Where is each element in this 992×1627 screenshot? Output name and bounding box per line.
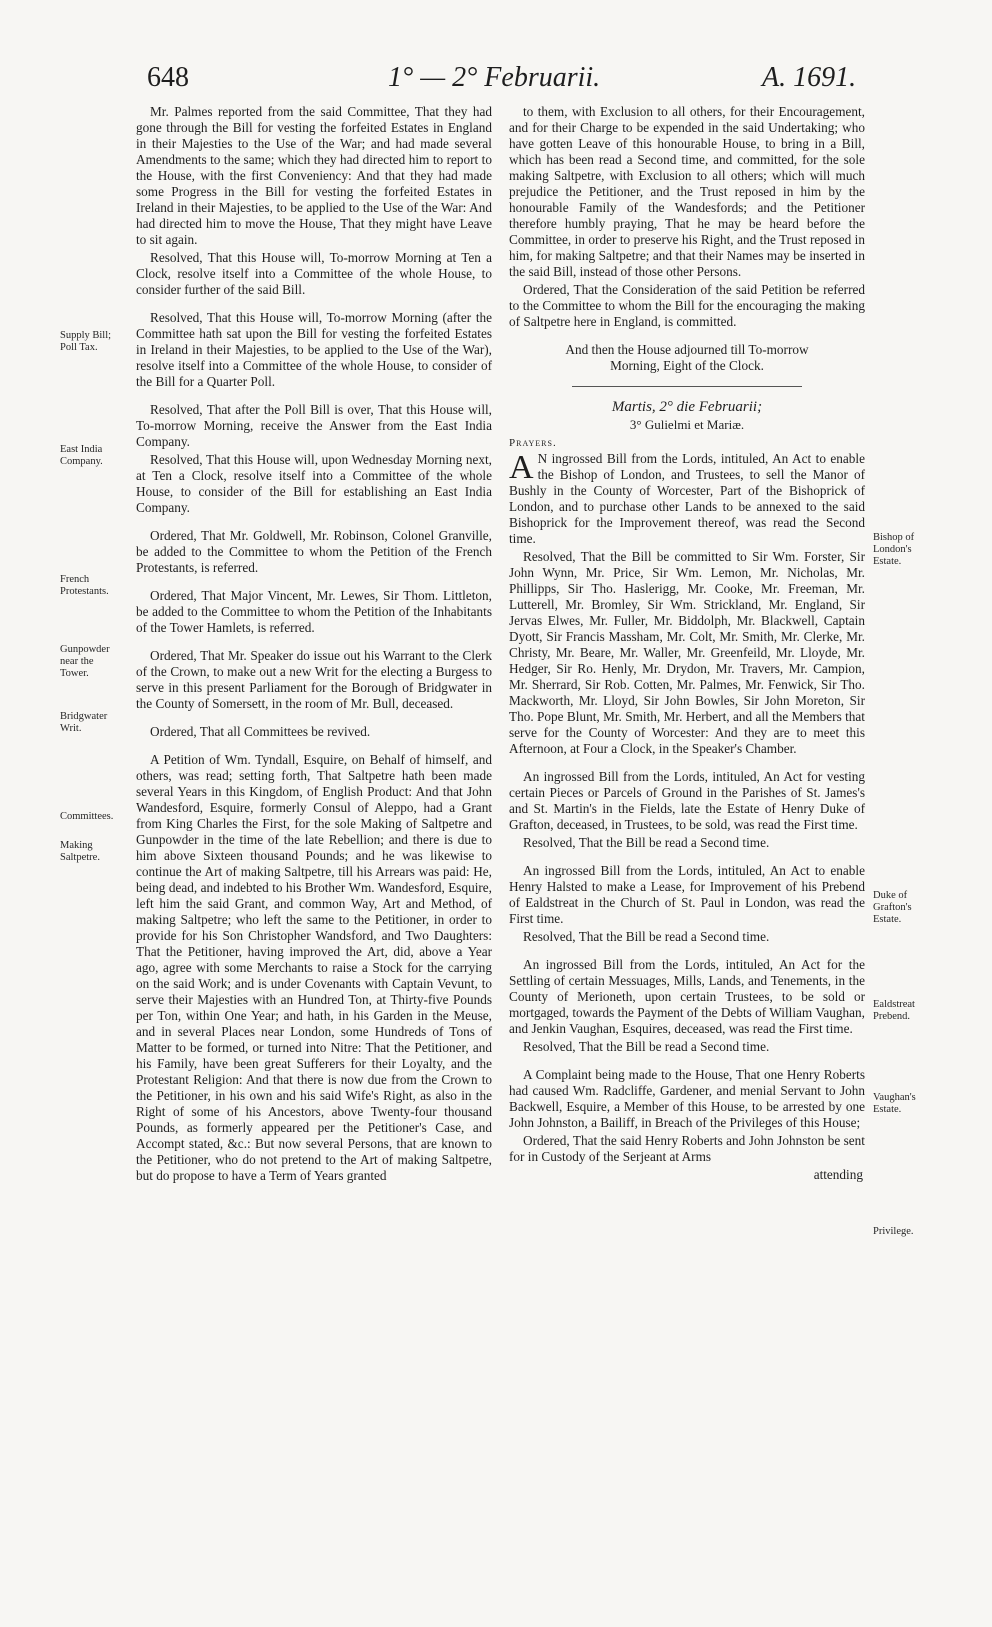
margin-note: Duke of Grafton's Estate. [873, 890, 912, 925]
margin-note: French Protestants. [60, 574, 109, 597]
paragraph: An ingrossed Bill from the Lords, intituled, An Act for vesting certain Pieces or Parcels of Ground in the Parishes of St. James's and St. Martin's in the Fields, late the Estate of Henry Duke of Grafton, deceased, in Trustees, to be sold, was read the First time. [509, 769, 865, 832]
paragraph: Ordered, That Major Vincent, Mr. Lewes, Sir Thom. Littleton, be added to the Committee to whom the Petition of the Inhabitants of the Tower Hamlets, is referred. [136, 588, 492, 635]
margin-note: Vaughan's Estate. [873, 1092, 916, 1115]
left-column [136, 104, 492, 1186]
margin-note: Privilege. [873, 1226, 914, 1237]
page-number: 648 [147, 62, 189, 93]
paragraph: A Complaint being made to the House, That one Henry Roberts had caused Wm. Radcliffe, Gardener, and menial Servant to John Backwell, Esquire, a Member of this House, to be arrested by one John Johnston, a Bailiff, in Breach of the Privileges of this House; [509, 1067, 865, 1130]
paragraph: Resolved, That the Bill be read a Second time. [523, 929, 770, 944]
paragraph: Mr. Palmes reported from the said Committee, That they had gone through the Bill for vesting the forfeited Estates in England in their Majesties to the Use of the War; and had made several Amendments to the same; which they had directed him to report to the House, with the first Conveniency: And that they had made some Progress in the Bill for vesting the forfeited Estates in Ireland in their Majesties, to be applied to the Use of the War: And had directed him to move the House, That they might have Leave to sit again. [136, 104, 492, 247]
paragraph: A Petition of Wm. Tyndall, Esquire, on Behalf of himself, and others, was read; setting forth, That Saltpetre hath been made several Years in this Kingdom, of English Product: And that John Wandesford, Esquire, formerly Consul of Aleppo, had a Grant from King Charles the First, for the sole Making of Saltpetre and Gunpowder in the time of the late Rebellion; and there is due to him above Sixteen thousand Pounds; and he was likewise to continue the Art of making Saltpetre, till his Arrears was paid: He, being dead, and indebted to his Brother Wm. Wandesford, Esquire, left him the said Grant, and common Way, Art and Method, of making Saltpetre; who left the same to the Petitioner, in order to provide for his Son Christopher Wandsford, and Two Daughters: That the Petitioner, having improved the Art, did, above a Year ago, agree with some Merchants to raise a Stock for the carrying on the said Work; and is under Covenants with Captain Vevunt, to serve their Majesties with an Hundred Ton, at Thirty-five Pounds per Ton, within One Year; and hath, in his Garden in the Meuse, and in several Places near London, some Hundreds of Tons of Matter to be formed, or turned into Nitre: That the Petitioner, and his Family, have been great Sufferers for their Loyalty, and the Protestant Religion: And that there is now due from the Crown to the Petitioner, in his own and his said Wife's Right, as also in the Right of some of his Ancestors, above Twenty-four thousand Pounds, as formerly appeared per the Petitioner's Case, and Accompt stated, &c.: But now several Persons, that are known to the Petitioner, who do not pretend to the Art of making Saltpetre, but do propose to have a Term of Years granted [136, 752, 492, 1183]
margin-note: Bridgwater Writ. [60, 711, 108, 734]
margin-note: Supply Bill; Poll Tax. [60, 330, 112, 353]
paragraph [509, 451, 865, 547]
margin-note: Gunpowder near the Tower. [60, 644, 110, 679]
paragraph-text: N ingrossed Bill from the Lords, intituled, An Act to enable the Bishop of London, and Trustees, to sell the Manor of Bushly in the County of Worcester, Part of the Bishoprick of London, and to purchase other Lands to be annexed to the said Bishoprick for the Improvement thereof, was read the Second time. [509, 451, 865, 546]
paragraph: Ordered, That Mr. Goldwell, Mr. Robinson, Colonel Granville, be added to the Committee to whom the Petition of the French Protestants, is referred. [136, 528, 492, 575]
regnal-heading: 3° Gulielmi et Mariæ. [629, 417, 745, 432]
adjournment: And then the House adjourned till To-morrow Morning, Eight of the Clock. [565, 342, 809, 373]
drop-cap: A [509, 449, 534, 486]
paragraph: Resolved, That the Bill be read a Second time. [523, 835, 770, 850]
paragraph: Ordered, That the said Henry Roberts and John Johnston be sent for in Custody of the Serjeant at Arms [509, 1133, 865, 1164]
day-heading: Martis, 2° die Februarii; [611, 399, 763, 415]
paragraph: Resolved, That this House will, To-morrow Morning at Ten a Clock, resolve itself into a Committee of the whole House, to consider further of the said Bill. [136, 250, 492, 297]
margin-note: East India Company. [60, 444, 103, 467]
paragraph: to them, with Exclusion to all others, for their Encouragement, and for their Charge to be expended in the said Undertaking; who have gotten Leave of this honourable House, to bring in a Bill, which has been read a Second time, and committed, for the sole making Saltpetre, with Exclusion to all others; which will much prejudice the Petitioner, and the Trust reposed in him by the honourable Family of the Wandesfords; and the Petitioner therefore humbly praying, That he may be heard before the Committee, in order to preserve his Right, and the Trust reposed in him, for making Saltpetre; and that their Names may be inserted in the said Bill, instead of those other Persons. [509, 104, 865, 279]
page-year: A. 1691. [762, 62, 857, 93]
margin-note: Making Saltpetre. [60, 840, 100, 863]
divider-rule [572, 386, 802, 387]
paragraph: An ingrossed Bill from the Lords, intituled, An Act for the Settling of certain Messuages, Mills, Lands, and Tenements, in the County of Merioneth, upon certain Trustees, to be sold or mortgaged, towards the Payment of the Debts of William Vaughan, and Jenkin Vaughan, Esquires, deceased, was read the First time. [509, 957, 865, 1036]
paragraph: Resolved, That this House will, To-morrow Morning (after the Committee hath sat upon the Bill for vesting the forfeited Estates in Ireland in their Majesties, to be applied to the Use of the War), resolve itself into a Committee of the whole House, to consider of the Bill for a Quarter Poll. [136, 310, 492, 389]
right-column [509, 104, 865, 1185]
paragraph: Ordered, That Mr. Speaker do issue out his Warrant to the Clerk of the Crown, to make out a new Writ for the electing a Burgess to serve in this present Parliament for the Borough of Bridgwater in the County of Somersett, in the room of Mr. Bull, deceased. [136, 648, 492, 711]
paragraph: Resolved, That the Bill be read a Second time. [523, 1039, 770, 1054]
prayers-heading: Prayers. [509, 437, 557, 449]
paragraph: Resolved, That after the Poll Bill is over, That this House will, To-morrow Morning, receive the Answer from the East India Company. [136, 402, 492, 449]
margin-note: Bishop of London's Estate. [873, 532, 915, 567]
paragraph: Ordered, That the Consideration of the said Petition be referred to the Committee to whom the Bill for the encouraging the making of Saltpetre here in England, is committed. [509, 282, 865, 329]
page-header [0, 62, 992, 102]
margin-note: Committees. [60, 811, 114, 822]
paragraph: An ingrossed Bill from the Lords, intituled, An Act to enable Henry Halsted to make a Lease, for Improvement of his Prebend of Ealdstreat in the Church of St. Paul in London, was read the First time. [509, 863, 865, 926]
margin-note: Ealdstreat Prebend. [873, 999, 915, 1022]
paragraph: Resolved, That this House will, upon Wednesday Morning next, at Ten a Clock, resolve itself into a Committee of the whole House, to consider of the Bill for establishing an East India Company. [136, 452, 492, 515]
paragraph: Ordered, That all Committees be revived. [150, 724, 371, 739]
page-title: 1° — 2° Februarii. [388, 62, 601, 93]
catchword: attending [813, 1167, 863, 1182]
paragraph: Resolved, That the Bill be committed to Sir Wm. Forster, Sir John Wynn, Mr. Price, Sir Wm. Lemon, Mr. Nicholas, Mr. Phillipps, Sir Tho. Haslerigg, Mr. Cooke, Mr. Freeman, Mr. Lutterell, Mr. Bromley, Sir Wm. Strickland, Mr. England, Sir Jervas Elwes, Mr. Fuller, Mr. Biddolph, Mr. Blackwell, Captain Dyott, Sir Francis Massham, Mr. Colt, Mr. Smith, Mr. Clerke, Mr. Christy, Mr. Beare, Mr. Waller, Mr. Greenfeild, Mr. Lloyde, Mr. Hedger, Sir Ro. Henly, Mr. Drydon, Mr. Travers, Mr. Campion, Mr. Sherrard, Sir Rob. Cotten, Mr. Palmes, Mr. Fenwick, Sir Tho. Mackworth, Mr. Lloyd, Sir John Bowles, Sir John Moreton, Sir Tho. Pope Blunt, Mr. Smith, Mr. Herbert, and all the Members that serve for the County of Worcester: And they are to meet this Afternoon, at Four a Clock, in the Speaker's Chamber. [509, 549, 865, 756]
